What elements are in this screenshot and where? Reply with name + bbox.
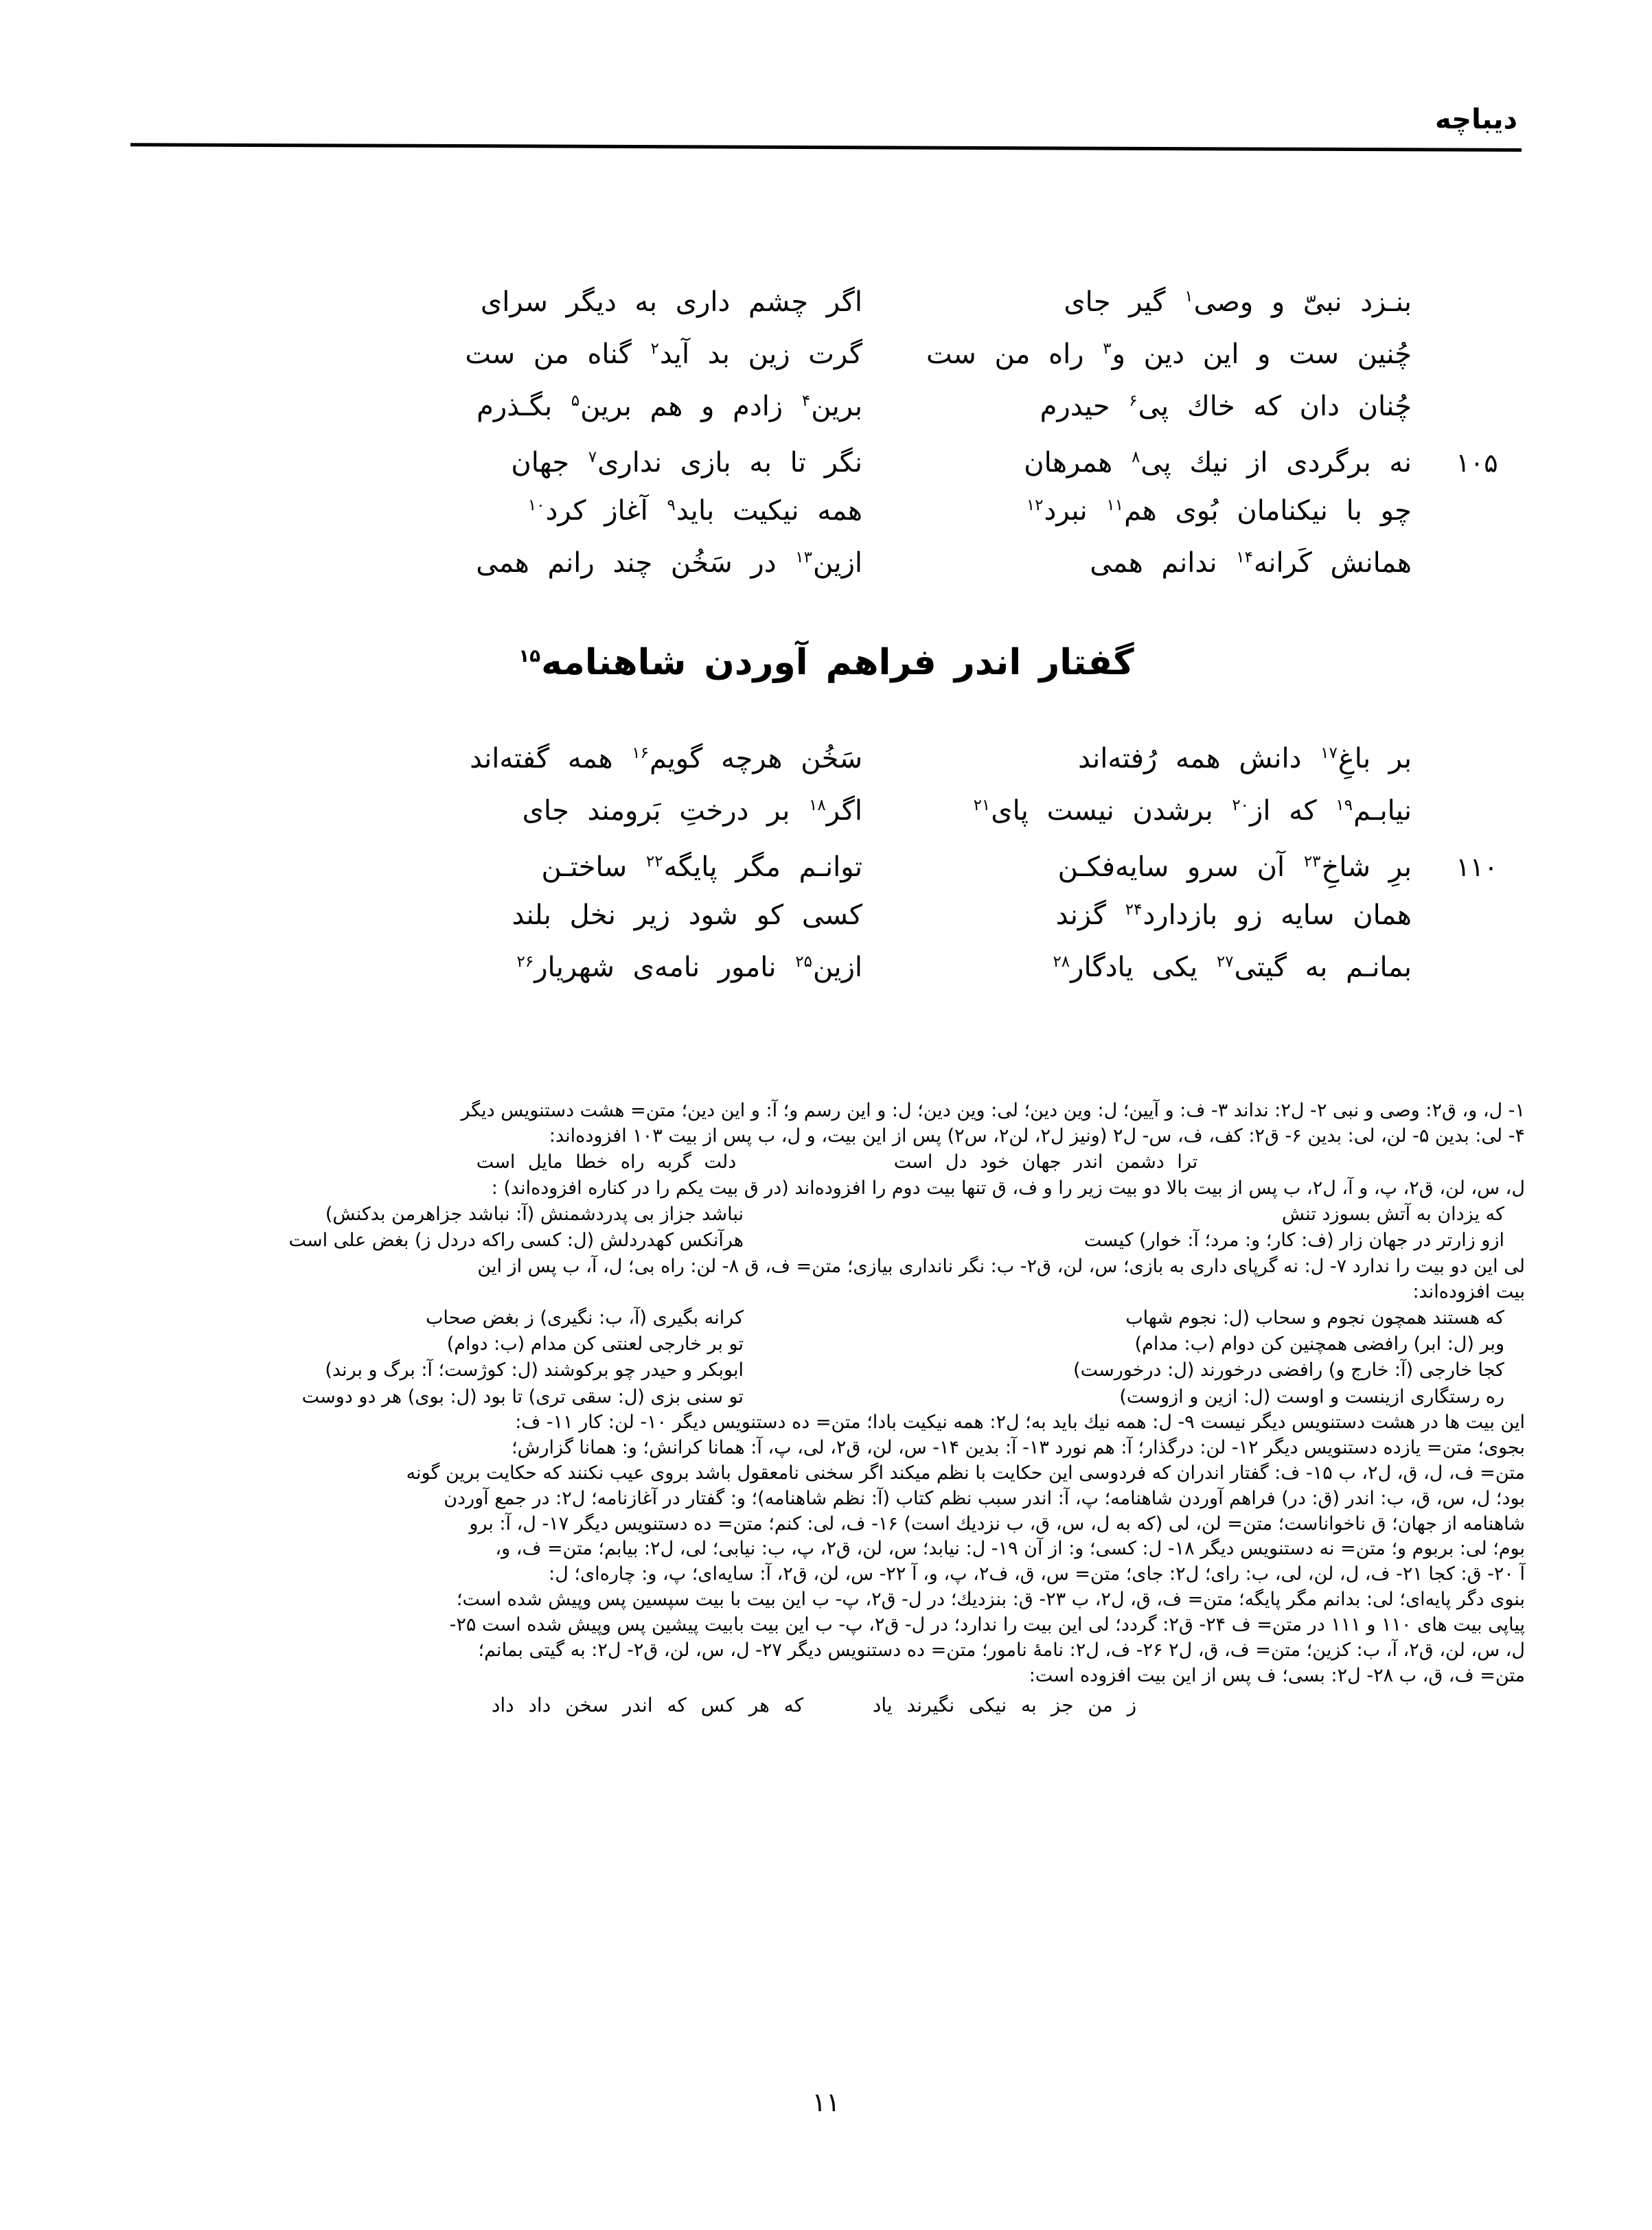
section-heading: [130, 642, 1522, 683]
gloss-right: تو سنی بزی (ل: سقی تری) تا بود (ل: بوی) هر دو دوست: [301, 1386, 744, 1407]
apparatus-line: این بیت ها در هشت دستنویس دیگر نیست ۹- ل: همه نیك باید به؛ ل۲: همه نیکیت بادا؛ متن= ده دستنویس دیگر ۱۰- لن: کار ۱۱- ف:: [515, 1411, 1525, 1433]
bayt-number: [1432, 413, 1522, 415]
hemistich-right: [320, 497, 869, 525]
hemistich-right: [320, 954, 869, 981]
verse-line: [130, 288, 1522, 341]
verse-line: [130, 797, 1522, 849]
note-ref: ۱۴: [1236, 548, 1253, 566]
note-ref: ۵: [571, 391, 580, 410]
hemistich-text: نیابـم: [1353, 795, 1412, 827]
hemistich-right: [320, 288, 869, 316]
gloss-left: وبر (ل: ابر) رافضی همچنین کن دوام (ب: مدام): [1134, 1333, 1504, 1355]
verse-line: [130, 849, 1522, 901]
hemistich-left: [869, 797, 1432, 825]
note-ref: ۲۰: [1232, 796, 1250, 814]
verse-line: [130, 393, 1522, 445]
gloss-right: هرآنکس کهدردلش (ل: کسی راکه دردل ز) بغض علی است: [288, 1230, 744, 1252]
hemistich-text: توانـم مگر پایگه: [663, 851, 862, 883]
verse-block-second: [130, 745, 1522, 1006]
note-ref: ۲۷: [1216, 952, 1234, 971]
hemistich-text-tail: که از: [1250, 795, 1335, 827]
gloss-left: ره رستگاری ازینست و اوست (ل: ازین و ازوست): [1119, 1386, 1504, 1407]
hemistich-text-tail: در سَخُن چند رانم همی: [476, 547, 795, 579]
hemistich-text: همانش کَرانه: [1253, 547, 1412, 579]
apparatus-line: پیاپی بیت های ۱۱۰ و ۱۱۱ در متن= ف ۲۴- ق۲: گردد؛ لی این بیت را ندارد؛ در ل- ق۲، پ- ب این بیت بابیت پیشین پس وپیش شده است ۲۵-: [449, 1614, 1525, 1636]
note-ref: ۶: [1129, 391, 1138, 410]
hemistich-right: [320, 853, 869, 881]
bayt-number: ۱۰۵: [1456, 448, 1498, 478]
hemistich-text-tail: حیدرم: [1040, 391, 1129, 422]
apparatus-line: بنوی دگر پایه‌ای؛ لی: بدانم مگر پایگه؛ متن= ف، ق، ل۲، ب ۲۳- ق: بنزدیك؛ در ل- ق۲، پ- ب این بیت با بیت سپسین پس وپیش شده است؛: [456, 1589, 1525, 1611]
verse-line: [130, 338, 1522, 393]
header-rule: [130, 143, 1522, 152]
hemistich-text-tail: جهان: [511, 447, 588, 479]
running-head-title: دیباچه: [1435, 104, 1517, 135]
apparatus-line: متن= ف، ق، ب ۲۸- ل۲: بسی؛ ف پس از این بیت افزوده است:: [1029, 1665, 1525, 1686]
bayt-number: [1432, 921, 1522, 924]
hemistich-text-tail: گزند: [1055, 899, 1125, 931]
hemistich-text: اگر چشم داری به دیگر سرای: [480, 286, 862, 318]
note-ref: ۳: [1103, 339, 1112, 358]
final-hemistich-right: که هر کس که اندر سخن داد داد: [491, 1693, 804, 1716]
note-ref: ۲۶: [516, 952, 534, 971]
hemistich-text-tail: ندانم همی: [1090, 547, 1236, 579]
hemistich-left: [869, 745, 1432, 772]
apparatus-line: لی این دو بیت را ندارد ۷- ل: نه گرپای داری به بازی؛ س، لن، ق۲- ب: نگر نانداری بیازی؛ متن= ف، ق ۸- لن: راه بی؛ ل، آ، ب پس از این: [477, 1255, 1525, 1277]
hemistich-text: برین: [811, 391, 862, 422]
hemistich-text: بمانـم به گیتی: [1234, 952, 1412, 983]
apparatus-line: بیت افزوده‌اند:: [1412, 1280, 1525, 1302]
hemistich-text: ازین: [812, 952, 862, 983]
note-ref: ۲۵: [795, 952, 812, 971]
hemistich-text: نگر تا به بازی نداری: [597, 447, 862, 479]
bayt-number: [1432, 765, 1522, 768]
bayt-number: [1432, 517, 1522, 520]
verse-block-first: [130, 288, 1522, 601]
verse-line: [130, 745, 1522, 797]
hemistich-text: چو با نیکنامان بُوی هم: [1124, 495, 1412, 527]
inserted-couplet: [127, 1150, 1525, 1175]
hemistich-left: [869, 447, 1432, 479]
gloss-row: [127, 1202, 1525, 1228]
hemistich-text: گرت زین بد آید: [659, 338, 862, 370]
note-ref: ۱۳: [795, 548, 812, 566]
gloss-left: ازو زارتر در جهان زار (ف: کار؛ و: مرد؛ آ: خوار) کیست: [1083, 1230, 1504, 1252]
hemistich-left: [869, 497, 1432, 525]
hemistich-left: [869, 853, 1432, 881]
inserted-hemistich-left: ترا دشمن اندر جهان خود دل است: [893, 1151, 1198, 1173]
hemistich-text: کسی کو شود زیر نخل بلند: [512, 899, 862, 931]
bayt-number: [1432, 817, 1522, 820]
hemistich-left: [869, 901, 1432, 929]
hemistich-right: [320, 745, 869, 772]
note-ref: ۱۵: [518, 645, 541, 667]
hemistich-left: [869, 393, 1432, 420]
note-ref: ۱۲: [1026, 496, 1044, 514]
hemistich-text-tail: نامور نامه‌ی شهریار: [534, 952, 795, 983]
hemistich-text: برِ شاخِ: [1321, 851, 1412, 883]
gloss-left: که هستند همچون نجوم و سحاب (ل: نجوم شهاب: [1125, 1307, 1504, 1329]
verse-line: [130, 445, 1522, 497]
hemistich-right: [320, 393, 869, 420]
hemistich-left: [869, 288, 1432, 316]
hemistich-text-tail: آن سرو سایه‌فکـن: [1057, 851, 1303, 883]
gloss-row: [127, 1305, 1525, 1331]
apparatus-line: ۱- ل، و، ق۲: وصی و نبی ۲- ل۲: نداند ۳- ف: و آیین؛ ل: وین دین؛ لی: وین دین؛ ل: و این رسم و؛ آ: و این دین؛ متن= هشت دستنویس دیگر: [461, 1100, 1525, 1121]
inserted-hemistich-right: دلت گربه راه خطا مایل است: [476, 1151, 737, 1173]
hemistich-right: [320, 549, 869, 577]
note-ref: ۱۶: [632, 744, 649, 762]
apparatus-line: متن= ف، ل، ق، ل۲، ب ۱۵- ف: گفتار اندران که فردوسی این حکایت با نظم میکند اگر سخنی نامعقول باشد بروی عیب نکنند که حکایت برین گونه: [406, 1462, 1525, 1484]
gloss-row: [127, 1228, 1525, 1254]
hemistich-left: [869, 954, 1432, 981]
final-hemistich-left: ز من جز به نیکی نگیرند یاد: [872, 1693, 1137, 1716]
note-ref: ۲: [650, 339, 659, 358]
running-head: [130, 103, 1522, 185]
note-ref: ۷: [588, 448, 597, 466]
hemistich-text: همه نیکیت باید: [676, 495, 862, 527]
apparatus-line: ۴- لی: بدین ۵- لن، لی: بدین ۶- ق۲: کف، ف، س- ل۲ (ونیز ل۲، لن۲، س۲) پس از این بیت، و ل، ب پس از بیت ۱۰۳ افزوده‌اند:: [549, 1125, 1525, 1147]
bayt-number: [1432, 569, 1522, 572]
apparatus-line: بجوی؛ متن= یازده دستنویس دیگر ۱۲- لن: درگذار؛ آ: هم نورد ۱۳- آ: بدین ۱۴- س، لن، ق۲، لی، پ، آ: همانا کرانش؛ و: همانا گزارش؛: [511, 1436, 1525, 1458]
note-ref: ۱۱: [1106, 496, 1124, 514]
gloss-row: [127, 1331, 1525, 1357]
hemistich-text: نه برگردی از نیك پی: [1140, 447, 1412, 479]
bayt-number: [1432, 974, 1522, 976]
gloss-right: نباشد جزاز بی پدردشمنش (آ: نباشد جزاهرمن بدکنش): [325, 1204, 744, 1226]
note-ref: ۲۱: [973, 796, 991, 814]
note-ref: ۸: [1131, 448, 1140, 466]
hemistich-text-tail: ساختـن: [541, 851, 645, 883]
hemistich-text: چُنین ست و این دین و: [1112, 338, 1412, 370]
note-ref: ۱۰: [527, 496, 545, 514]
note-ref: ۱۷: [1320, 744, 1338, 762]
hemistich-text-tail: دانش همه رُفته‌اند: [1078, 743, 1320, 774]
hemistich-text: ازین: [812, 547, 862, 579]
bayt-number: [1432, 308, 1522, 311]
hemistich-text-tail: همرهان: [1024, 447, 1131, 479]
hemistich-text-tail2: بگـذرم: [477, 391, 571, 422]
verse-line: [130, 901, 1522, 954]
note-ref: ۲۸: [1053, 952, 1070, 971]
hemistich-text-tail: زادم و هم برین: [580, 391, 801, 422]
hemistich-text-tail: راه من ست: [926, 338, 1103, 370]
hemistich-text: اگر: [826, 795, 862, 827]
apparatus-line: بود؛ ل، س، ق، ب: اندر (ق: در) فراهم آوردن شاهنامه؛ پ، آ: اندر سبب نظم کتاب (آ: نظم شاهنامه)؛ و: گفتار در آغازنامه؛ ل۲: در جمع آوردن: [444, 1487, 1525, 1509]
hemistich-text: بنـزد نبیّ و وصی: [1193, 286, 1412, 318]
hemistich-text: سَخُن هرچه گویم: [649, 743, 862, 774]
final-inserted-couplet: [127, 1692, 1525, 1718]
hemistich-text-tail: آغاز کرد: [545, 495, 667, 527]
apparatus-line: آ ۲۰- ق: کجا ۲۱- ف، ل، لن، لی، ب: رای؛ ل۲: جای؛ متن= س، ق، ف۲، پ، و، آ ۲۲- س، لن، ق۲، آ: سایه‌ای؛ پ، و: چاره‌ای؛ ل:: [549, 1563, 1525, 1585]
gloss-row: [127, 1384, 1525, 1410]
gloss-left: که یزدان به آتش بسوزد تنش: [1281, 1204, 1504, 1226]
note-ref: ۴: [801, 391, 811, 410]
hemistich-left: [869, 549, 1432, 577]
hemistich-text-tail: یکی یادگار: [1070, 952, 1216, 983]
note-ref: ۱۹: [1335, 796, 1353, 814]
note-ref: ۱۸: [809, 796, 826, 814]
hemistich-text-tail2: برشدن نیست پای: [991, 795, 1232, 827]
hemistich-text: چُنان دان که خاك پی: [1138, 391, 1412, 422]
verse-line: [130, 549, 1522, 601]
note-ref: ۹: [667, 496, 676, 514]
apparatus-line: بوم؛ لی: بربوم و؛ متن= نه دستنویس دیگر ۱۸- ل: کسی؛ و: از آن ۱۹- ل: نیابد؛ س، لن، ق۲، پ، ب: نیابی؛ لی، ل۲: بیابم؛ متن= ف، و،: [495, 1538, 1525, 1560]
hemistich-right: [320, 447, 869, 479]
note-ref: ۱: [1184, 287, 1193, 306]
gloss-right: ابوبکر و حیدر چو برکوشند (ل: کوژست؛ آ: برگ و برند): [325, 1359, 744, 1381]
gloss-right: تو بر خارجی لعنتی کن مدام (ب: دوام): [446, 1333, 744, 1355]
hemistich-right: [320, 338, 869, 370]
folio-number: ۱۱: [812, 2087, 840, 2117]
verse-line: [130, 497, 1522, 549]
note-ref: ۲۲: [645, 852, 663, 871]
hemistich-text: همان سایه زو بازدارد: [1143, 899, 1412, 931]
hemistich-text-tail: گیر جای: [1064, 286, 1184, 318]
note-ref: ۲۴: [1125, 900, 1143, 919]
note-ref: ۲۳: [1303, 852, 1321, 871]
bayt-number: ۱۱۰: [1456, 852, 1498, 882]
hemistich-text-tail: همه گفته‌اند: [470, 743, 632, 774]
gloss-row: [127, 1357, 1525, 1383]
gloss-left: کجا خارجی (آ: خارج و) رافضی درخورند (ل: درخورست): [1073, 1359, 1504, 1381]
critical-apparatus: [127, 1099, 1525, 1718]
hemistich-left: [869, 338, 1432, 370]
hemistich-right: [320, 901, 869, 929]
bayt-number: [1432, 360, 1522, 363]
hemistich-text: بر باغِ: [1338, 743, 1412, 774]
apparatus-line: ل، س، لن، ق۲، آ، ب: کزین؛ متن= ف، ق، ل۲ ۲۶- ف، ل۲: نامهٔ نامور؛ متن= ده دستنویس دیگر ۲۷- ل، س، لن، ق۲- ل۲: به گیتی بمانم؛: [478, 1640, 1525, 1662]
hemistich-text-tail: بر درختِ بَرومند جای: [522, 795, 809, 827]
hemistich-text-tail: نبرد: [1044, 495, 1106, 527]
section-heading-text: گفتار اندر فراهم آوردن شاهنامه: [541, 642, 1134, 683]
gloss-right: کرانه بگیری (آ، ب: نگیری) ز بغض صحاب: [426, 1307, 744, 1329]
apparatus-line: شاهنامه از جهان؛ ق ناخواناست؛ متن= لن، لی (که به ل، س، ق، ب نزدیك است) ۱۶- ف، لی: کنم؛ متن= ده دستنویس دیگر ۱۷- ل، آ: برو: [469, 1513, 1525, 1534]
hemistich-right: [320, 797, 869, 825]
apparatus-line: ل، س، لن، ق۲، پ، و آ، ل۲، ب پس از بیت بالا دو بیت زیر را و ف، ق تنها بیت دوم را افزوده‌اند (در ق بیت یکم را در کناره افزوده‌اند) :: [491, 1177, 1525, 1199]
verse-line: [130, 954, 1522, 1006]
hemistich-text-tail: گناه من ست: [465, 338, 650, 370]
